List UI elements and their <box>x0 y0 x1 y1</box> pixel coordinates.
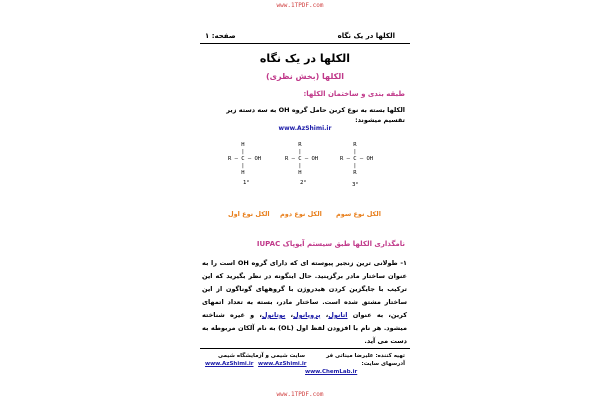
footer-center <box>258 360 318 368</box>
footer-url-azshimi-2[interactable]: www.AzShimi.ir <box>258 361 307 367</box>
watermark-top: www.1TPDF.com <box>276 2 324 9</box>
degree-secondary: 2° <box>300 180 307 186</box>
iupac-text-1: ۱- طولانی ترین زنجیر پیوسته ای که دارای گروه OH است را به عنوان ساختار مادر برگزینید. حال اینگونه در نظر بگیرید که این ترکیب با جایگزین کردن هیدروژن با گروههای گوناگون از این ساختار مشتق شده است. ساختار مادر، بسته به تعداد اتمهای کربن، به عنوان <box>202 259 407 319</box>
iupac-rule-1: ۱- طولانی ترین زنجیر پیوسته ای که دارای گروه OH است را به عنوان ساختار مادر برگزینید. حال اینگونه در نظر بگیرید که این ترکیب با جایگزین کردن هیدروژن با گروههای گوناگون از این ساختار مشتق شده است. ساختار مادر، بسته به تعداد اتمهای کربن، به عنوان اتانول، پروپانول، بوتانول، و غیره شناخته میشود. هر نام با افزودن لفظ اول (OL) به نام آلکان مربوطه به دست می آید. <box>202 259 407 345</box>
structure-primary: H | R — C — OH | H <box>228 142 262 176</box>
degree-primary: 1° <box>243 180 250 186</box>
footer-url-azshimi-1[interactable]: www.AzShimi.ir <box>205 361 254 367</box>
link-propanol[interactable]: پروپانول <box>293 311 321 319</box>
degree-tertiary: 3° <box>352 182 359 188</box>
classification-text: الکلها بسته به نوع کربن حامل گروه OH به سه دسته زیر تقسیم میشوند: <box>226 106 405 124</box>
footer-sites-label: آدرسهای سایت: <box>361 361 405 367</box>
iupac-text-2: و غیره شناخته میشود. <box>202 311 407 332</box>
structure-secondary: R | R — C — OH | H <box>285 142 319 176</box>
link-butanol[interactable]: بوتانول <box>261 311 286 319</box>
header-rule <box>200 43 410 44</box>
iupac-text-3: هر نام با افزودن لفظ اول (OL) به نام آلکان مربوطه به دست می آید. <box>202 324 407 345</box>
page-subtitle: الکلها (بخش نظری) <box>265 72 344 81</box>
link-ethanol[interactable]: اتانول <box>328 311 348 319</box>
footer-right <box>305 352 405 376</box>
page-number: صفحه: ۱ <box>205 32 236 40</box>
footer-url-chemlab[interactable]: www.ChemLab.ir <box>305 369 358 375</box>
page-title: الکلها در یک نگاه <box>259 52 351 65</box>
header-title: الکلها در یک نگاه <box>337 32 395 40</box>
site-url[interactable]: www.AzShimi.ir <box>278 125 332 132</box>
watermark-bottom: www.1TPDF.com <box>276 391 324 398</box>
footer-rule <box>200 348 410 349</box>
label-tertiary: الکل نوع سوم <box>336 210 381 218</box>
footer-site-desc: سایت شیمی و آزمایشگاه شیمی <box>218 353 305 359</box>
structure-tertiary: R | R — C — OH | R <box>340 142 374 176</box>
label-primary: الکل نوع اول <box>228 210 270 218</box>
footer-author: تهیه کننده: علیرضا میناتی فر <box>326 353 405 359</box>
iupac-heading: نامگذاری الکلها طبق سیستم آیوپاک IUPAC <box>256 240 405 248</box>
label-secondary: الکل نوع دوم <box>280 210 322 218</box>
classification-heading: طبقه بندی و ساختمان الکلها: <box>303 90 405 98</box>
